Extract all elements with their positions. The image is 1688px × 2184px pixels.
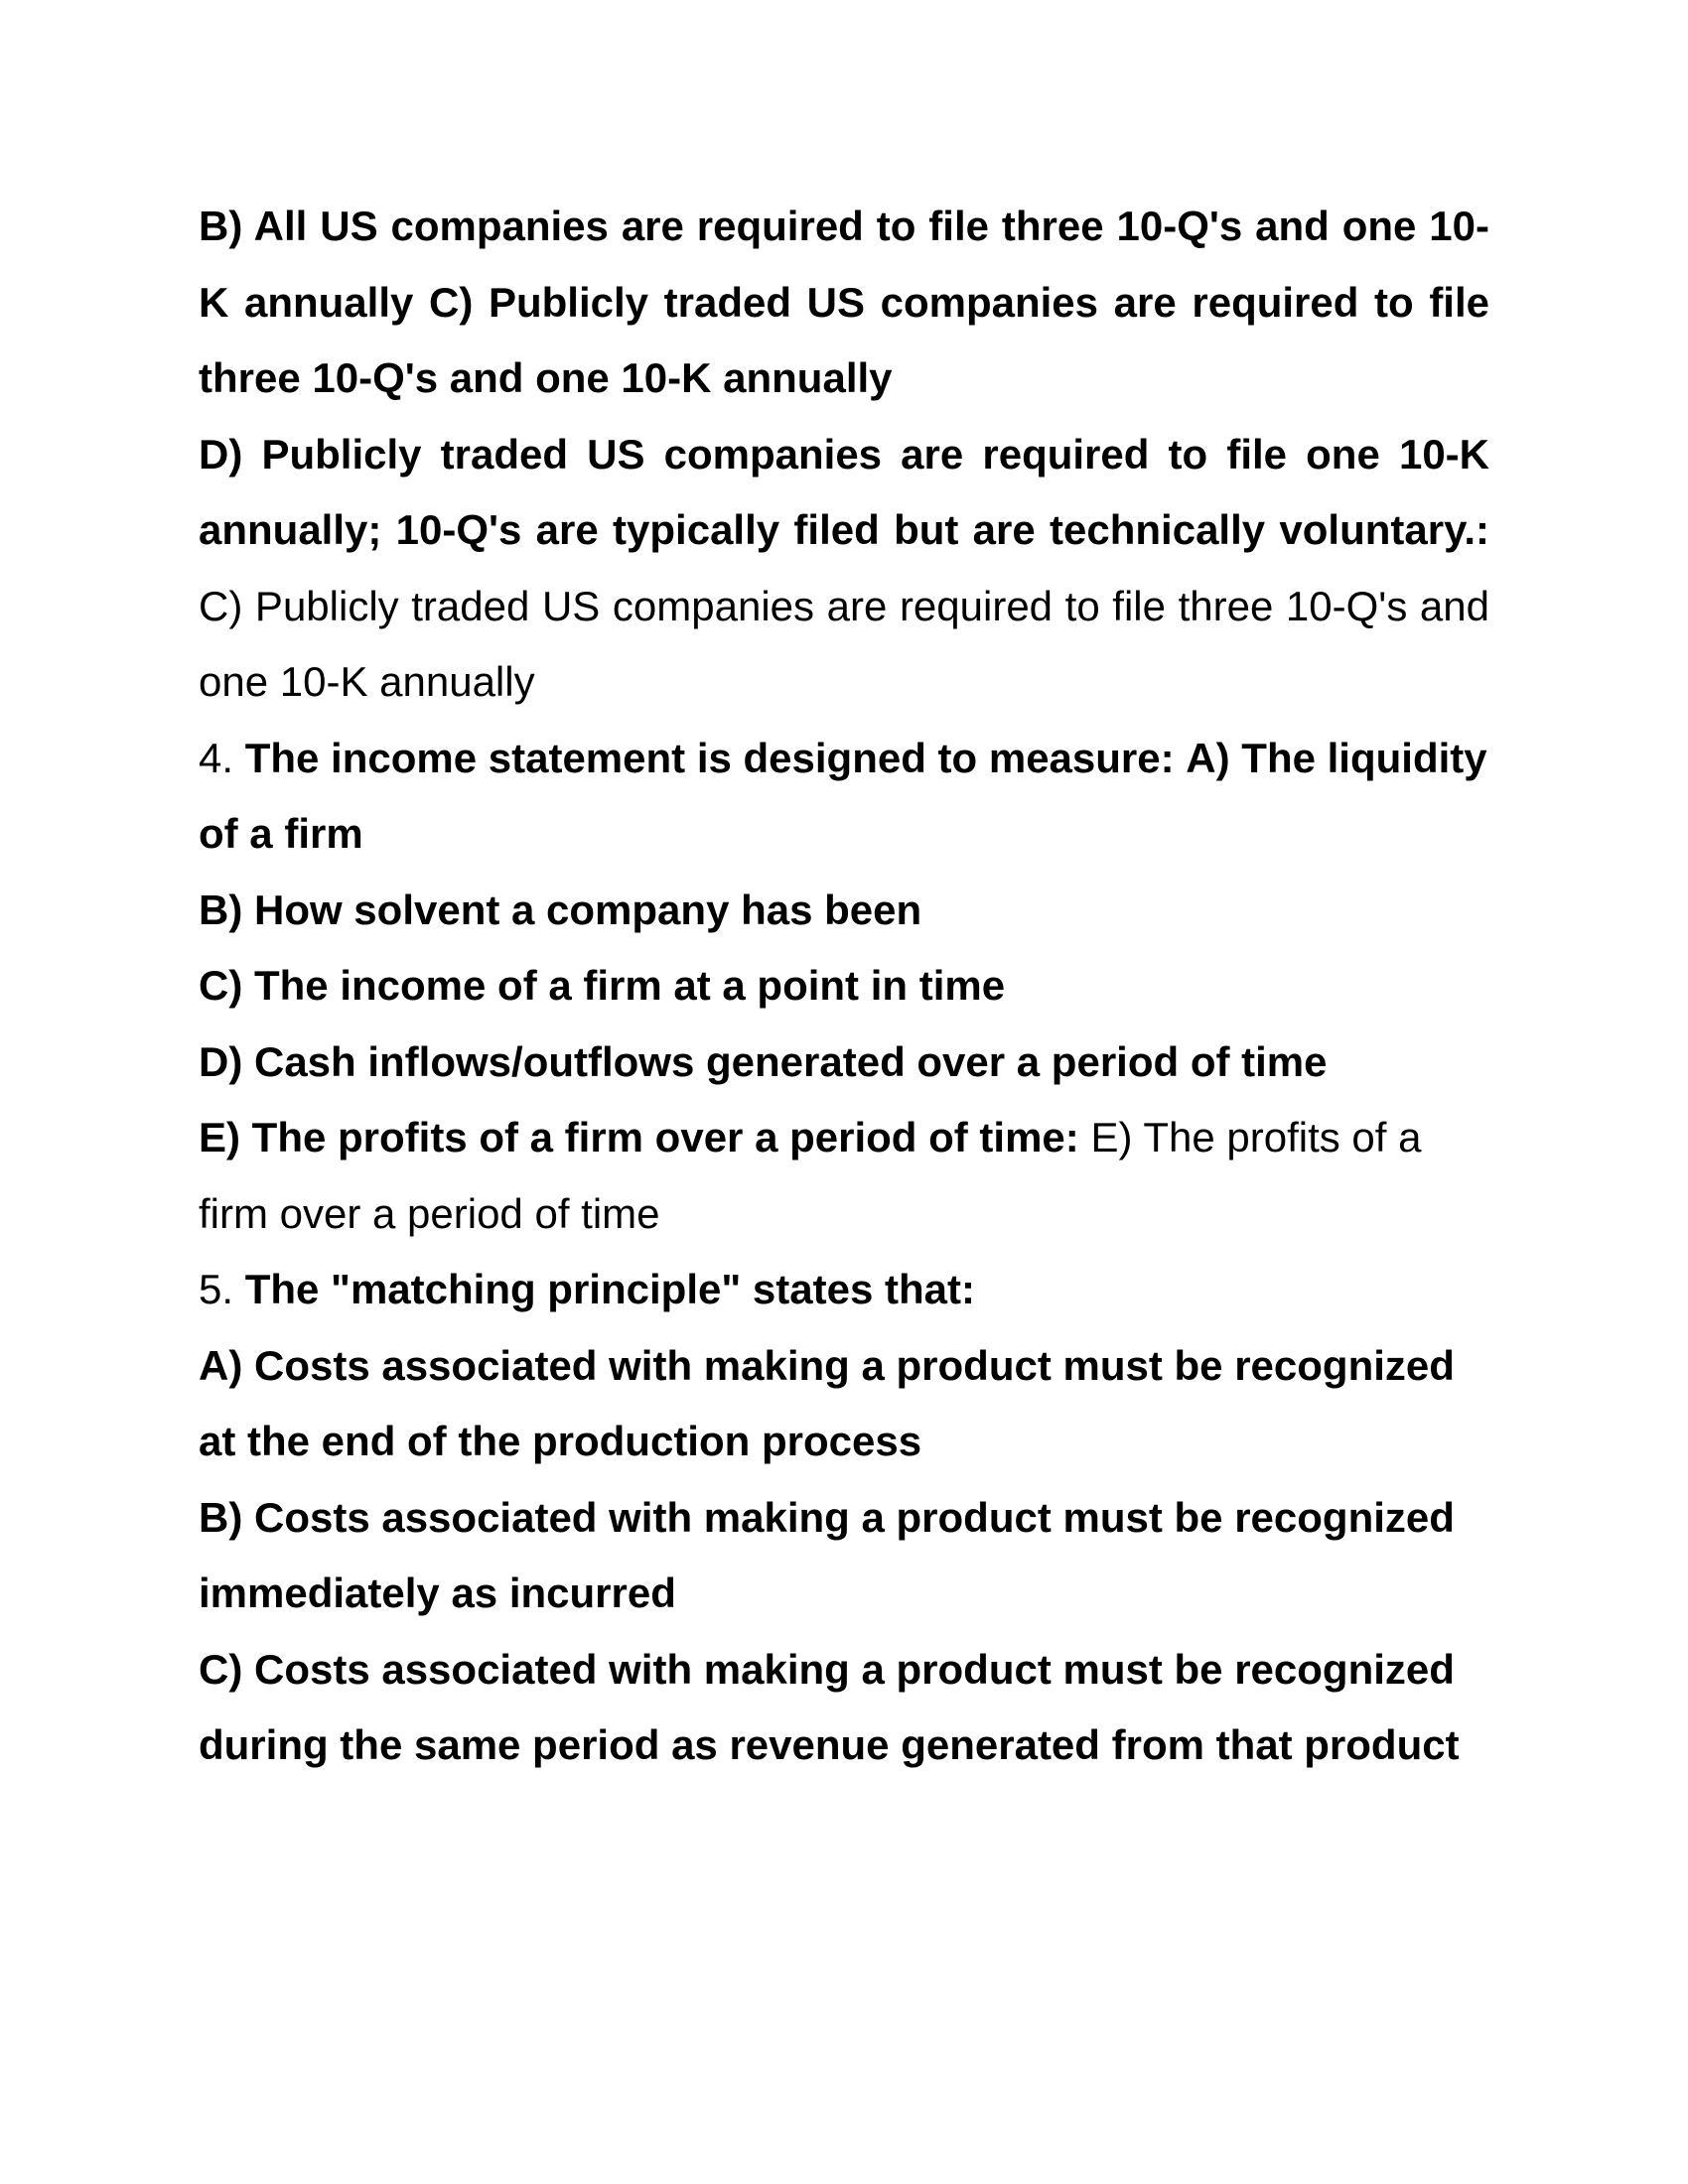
q4-option-c: C) The income of a firm at a point in time (199, 962, 1006, 1009)
q5-option-a: A) Costs associated with making a product must be recognized at the end of the production process (199, 1341, 1455, 1464)
q4-question-line (199, 721, 1489, 873)
q4-option-e-with-answer (199, 1100, 1489, 1252)
q5-option-a-line (199, 1328, 1489, 1480)
q4-option-e: E) The profits of a firm over a period of time: (199, 1114, 1079, 1160)
q3-answer: C) Publicly traded US companies are required to file three 10-Q's and one 10-K annually (199, 582, 1489, 705)
q4-option-a: A) The liquidity of a firm (199, 734, 1487, 857)
q5-question: The "matching principle" states that: (244, 1266, 975, 1312)
q4-option-d-line (199, 1024, 1489, 1101)
q4-option-b: B) How solvent a company has been (199, 886, 922, 933)
q3-option-d-with-answer (199, 417, 1489, 721)
q3-options-b-c (199, 189, 1489, 417)
document-page (199, 189, 1489, 1784)
q4-option-c-line (199, 948, 1489, 1024)
q4-question: The income statement is designed to measure: (244, 734, 1175, 781)
q3-option-b: B) All US companies are required to file three 10-Q's and one 10-K annually (199, 203, 1489, 326)
q5-option-c-line (199, 1632, 1489, 1784)
q3-option-d: D) Publicly traded US companies are required to file one 10-K annually; 10-Q's are typically filed but are technically voluntary.: (199, 430, 1489, 553)
q3-option-c: C) Publicly traded US companies are required to file three 10-Q's and one 10-K annually (199, 278, 1489, 401)
q4-option-d: D) Cash inflows/outflows generated over a period of time (199, 1037, 1328, 1085)
q5-option-b-line (199, 1480, 1489, 1632)
q5-number: 5. (199, 1266, 234, 1312)
q5-option-b: B) Costs associated with making a product must be recognized immediately as incurred (199, 1493, 1455, 1616)
q5-question-line (199, 1252, 1489, 1328)
q4-option-b-line (199, 873, 1489, 949)
q5-option-c: C) Costs associated with making a product must be recognized during the same period as revenue generated from that product (199, 1645, 1460, 1768)
q4-answer: E) The profits of a firm over a period of time (199, 1114, 1422, 1237)
q4-number: 4. (199, 734, 234, 781)
